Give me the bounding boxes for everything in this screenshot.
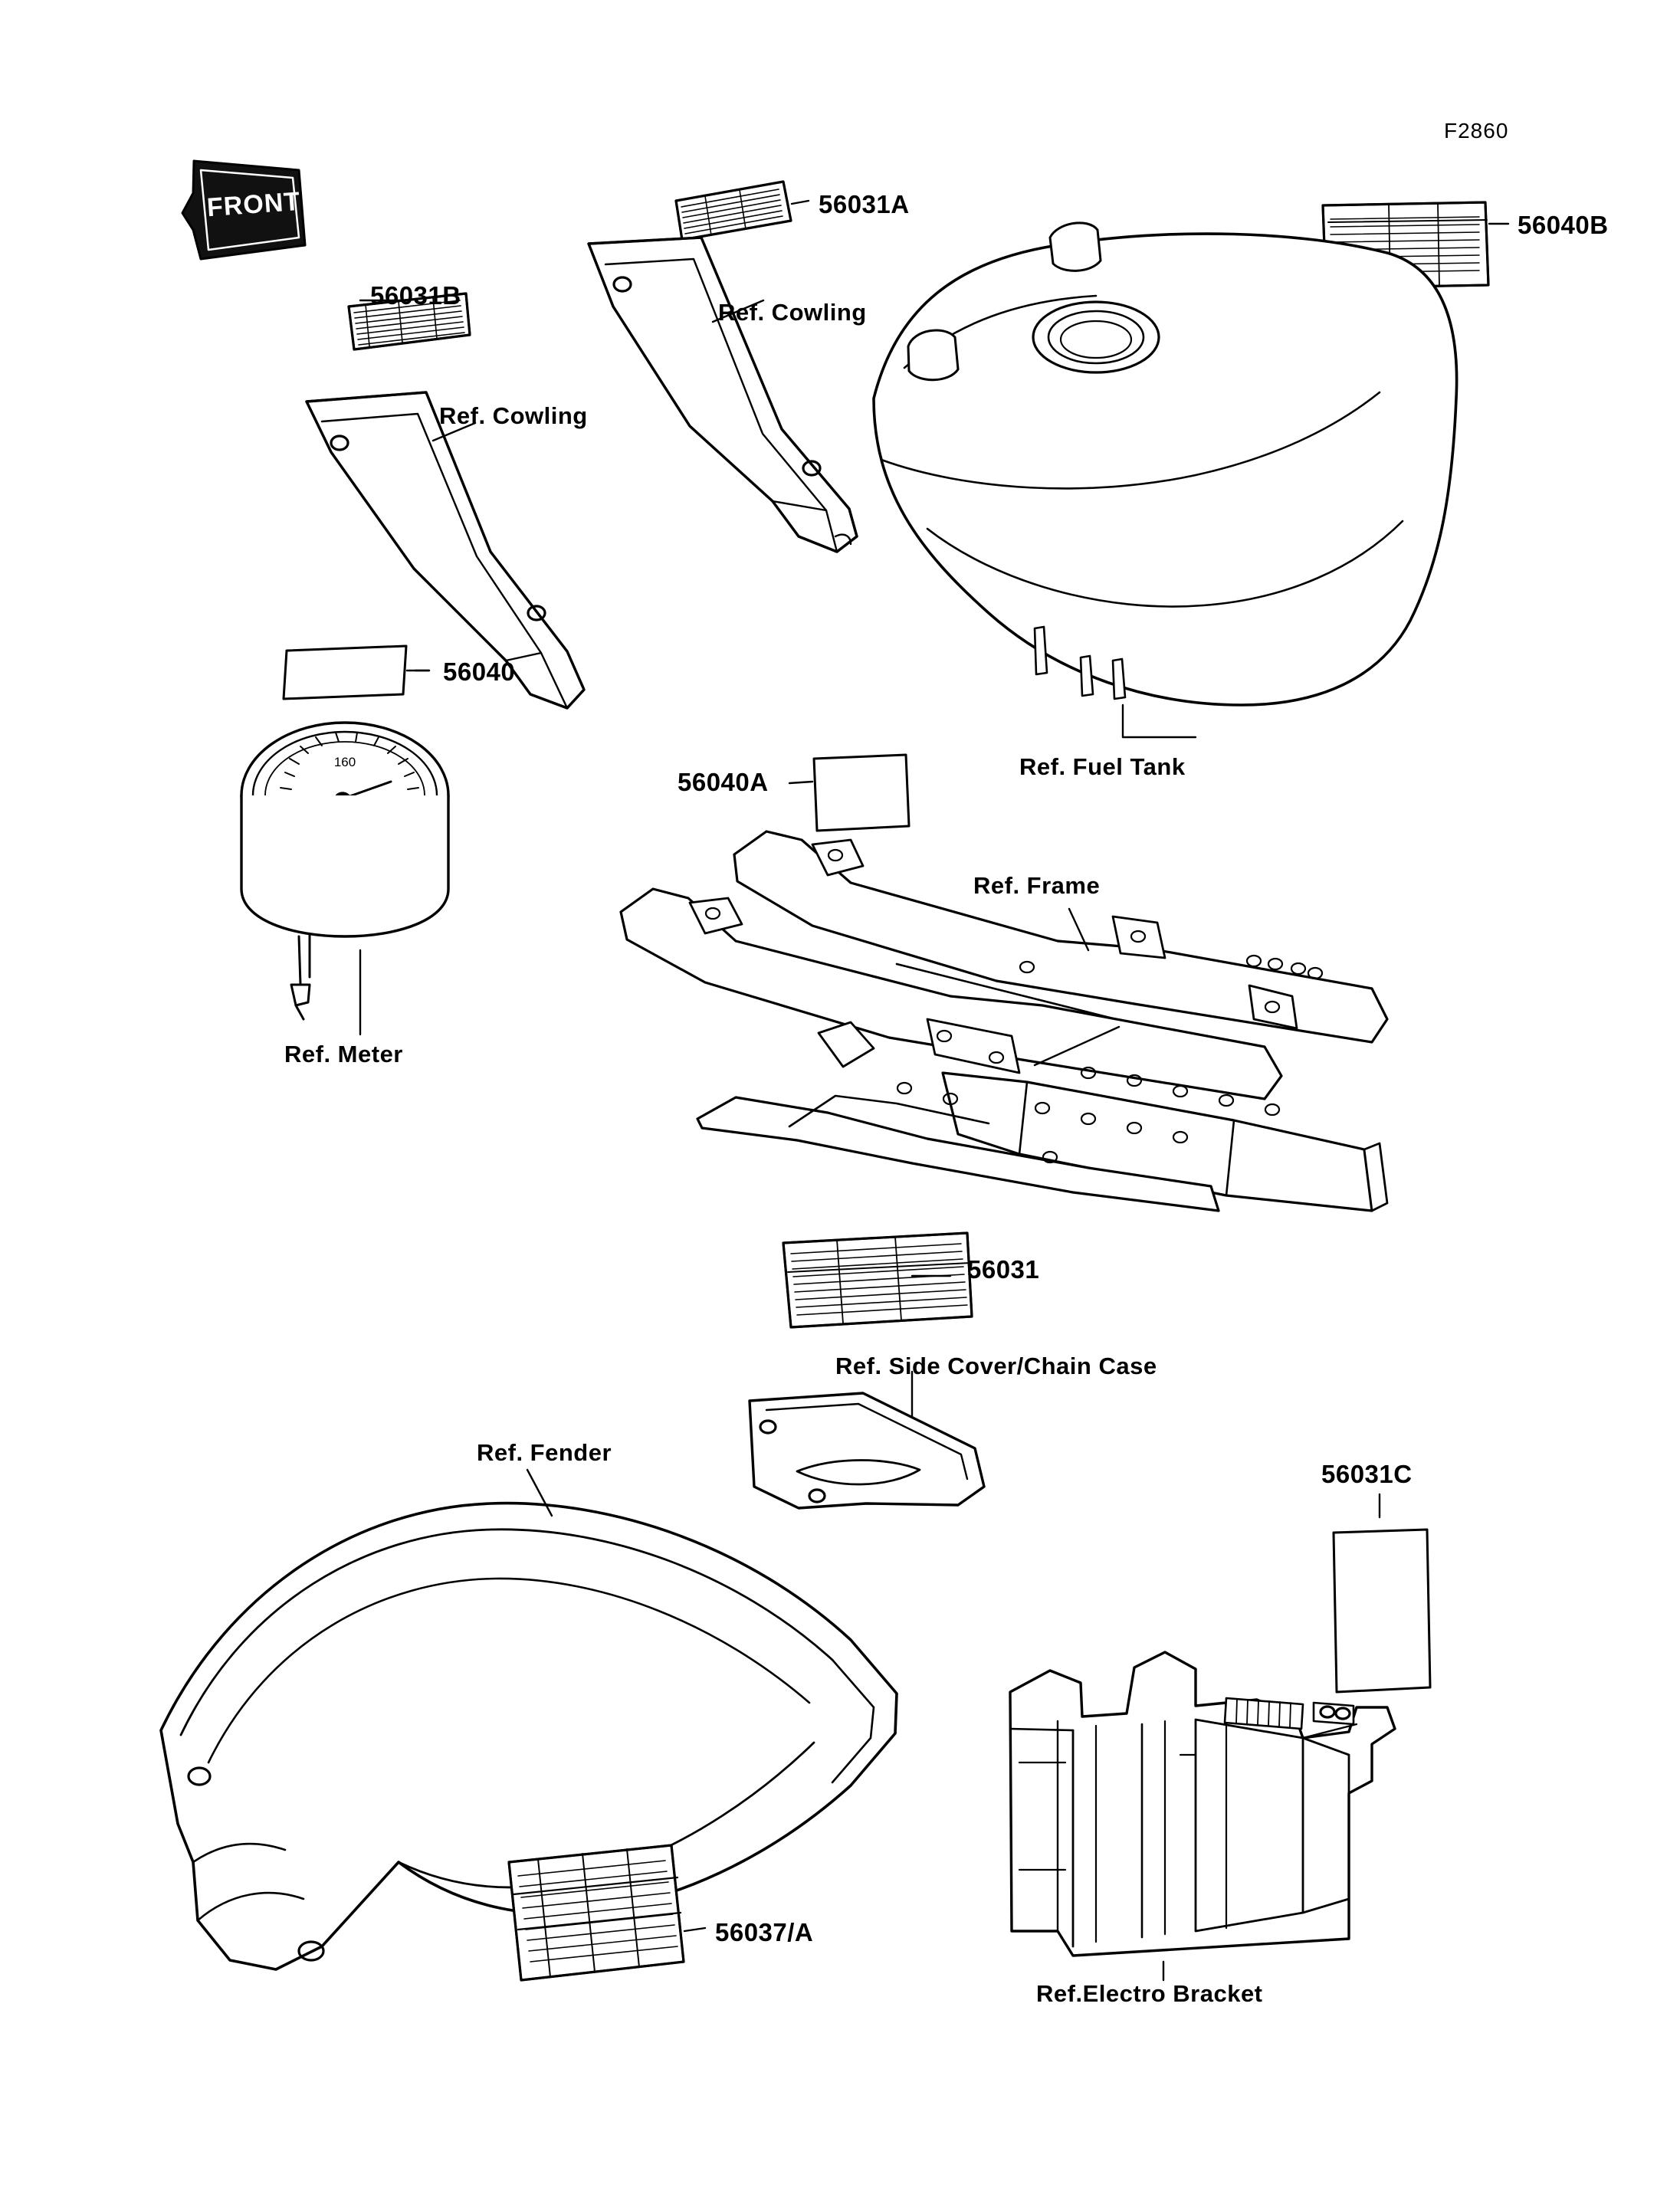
part-label-56037A[interactable]: 56037/A [715,1918,814,1946]
meter-assembly [241,723,448,1019]
decal-56040A [814,755,909,831]
ref-label-fuel-tank: Ref. Fuel Tank [1019,753,1186,780]
electro-bracket [1010,1652,1395,1956]
ref-label-electro-bracket: Ref.Electro Bracket [1036,1980,1263,2007]
side-cover-chain-case [750,1393,984,1508]
part-label-56031C[interactable]: 56031C [1321,1460,1413,1488]
ref-label-cowling-upper: Ref. Cowling [718,299,867,326]
decal-56040 [284,646,406,699]
figure-code: F2860 [1444,119,1509,143]
ref-label-fender: Ref. Fender [477,1439,612,1466]
ref-label-cowling-lower: Ref. Cowling [439,402,588,429]
part-label-56031A[interactable]: 56031A [819,190,910,218]
svg-text:160: 160 [333,755,356,769]
part-label-56031[interactable]: 56031 [967,1255,1040,1284]
ref-label-side-cover: Ref. Side Cover/Chain Case [835,1353,1157,1379]
front-badge-label: FRONT [205,186,302,223]
decal-56037A [509,1845,684,1980]
part-label-56040B[interactable]: 56040B [1518,211,1609,239]
decal-56031C [1334,1530,1430,1692]
decal-56031 [783,1233,972,1327]
decal-56031A [676,182,791,240]
cowling-upper-bracket [589,238,857,552]
part-label-56040A[interactable]: 56040A [678,768,769,796]
part-label-56040[interactable]: 56040 [443,657,516,686]
ref-label-meter: Ref. Meter [284,1041,403,1067]
fuel-tank [874,223,1457,705]
part-label-56031B[interactable]: 56031B [370,281,461,310]
ref-label-frame: Ref. Frame [973,872,1101,899]
